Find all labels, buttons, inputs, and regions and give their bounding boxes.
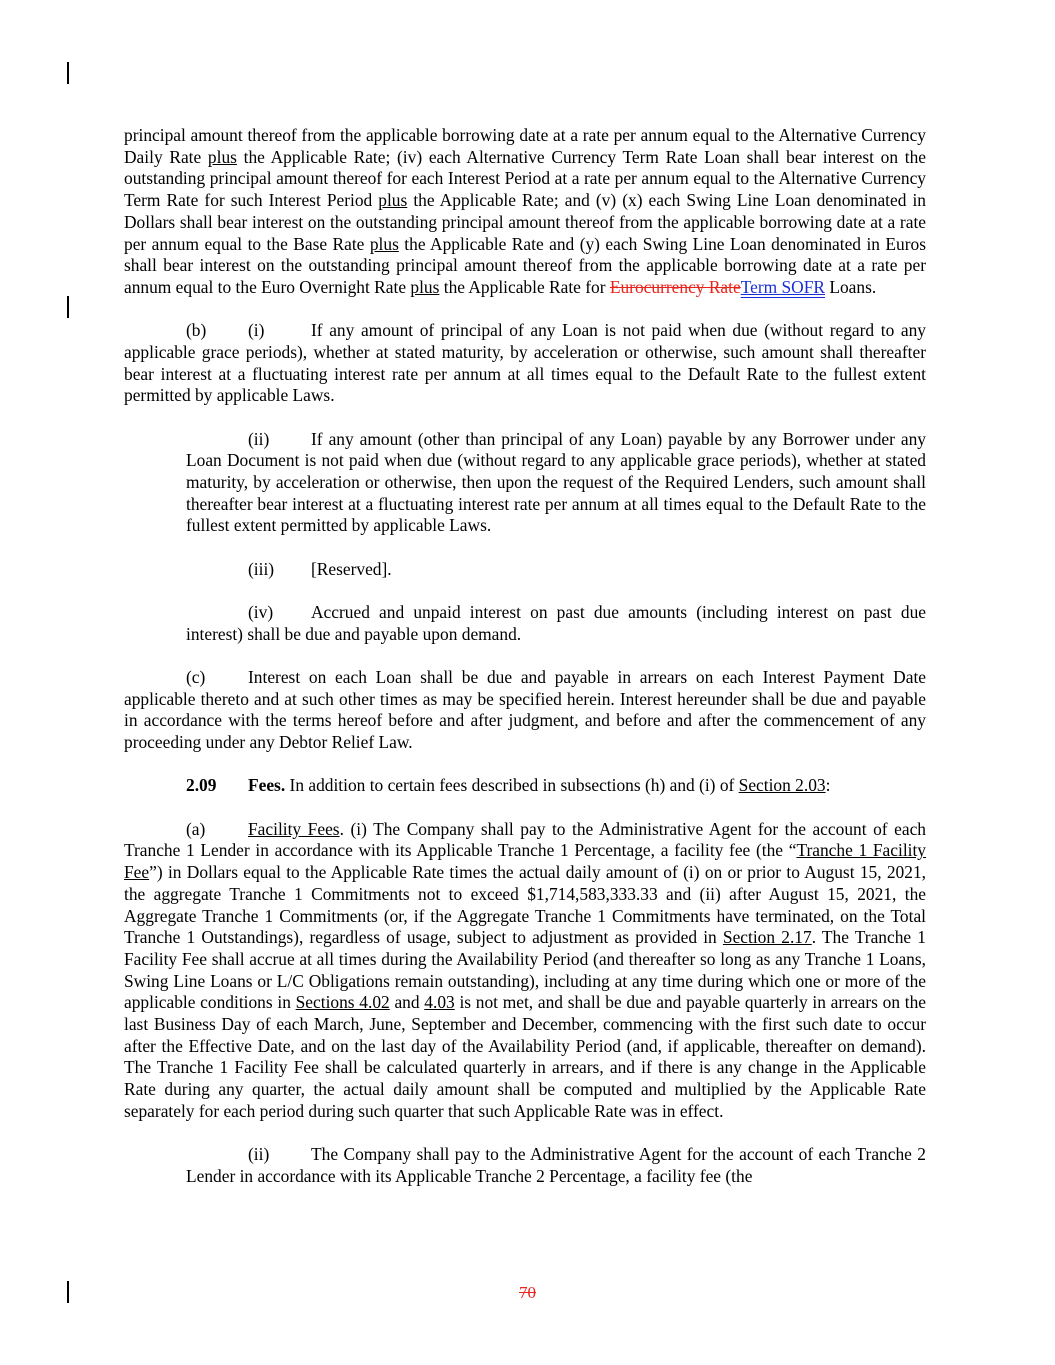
section-2-09-heading: 2.09 Fees. In addition to certain fees described in subsections (h) and (i) of Section 2.03: (186, 775, 831, 796)
deleted-text: Eurocurrency Rate (609, 276, 741, 297)
section-ref-link: Section 2.03 (738, 775, 826, 796)
paragraph-b-iii: (iii) [Reserved]. (248, 558, 392, 579)
body-text (124, 125, 926, 1209)
paragraph-fees-a: (a) Facility Fees. (i) The Company shall pay to the Administrative Agent for the account of each Tranche 1 Lender in accordance with its Applicable Tranche 1 Percentage, a facility fee (the “Tranche 1 Facility Fee”) in Dollars equal to the Applicable Rate times the actual daily amount of (i) on or prior to August 15, 2021, the aggregate Tranche 1 Commitments not to exceed $1,714,583,333.33 and (ii) after August 15, 2021, the Aggregate Tranche 1 Commitments (or, if the Aggregate Tranche 1 Commitments have terminated, on the Total Tranche 1 Outstandings), regardless of usage, subject to adjustment as provided in Section 2.17. The Tranche 1 Facility Fee shall accrue at all times during the Availability Period (and thereafter so long as any Tranche 1 Loans, Swing Line Loans or L/C Obligations remain outstanding), including at any time during which one or more of the applicable conditions in Sections 4.02 and 4.03 is not met, and shall be due and payable quarterly in arrears on the last Business Day of each March, June, September and December, commencing with the first such date to occur after the Effective Date, and on the last day of the Availability Period (and, if applicable, thereafter on demand). The Tranche 1 Facility Fee shall be calculated quarterly in arrears, and if there is any change in the Applicable Rate during any quarter, the actual daily amount shall be computed and multiplied by the Applicable Rate separately for each period during such quarter that such Applicable Rate was in effect. (124, 818, 927, 1121)
paragraph-fees-a-ii: (ii) The Company shall pay to the Administrative Agent for the account of each Tranche 2 Lender in accordance with its Applicable Tranche 2 Percentage, a facility fee (the (186, 1144, 926, 1186)
paragraph-a-continued: principal amount thereof from the applicable borrowing date at a rate per annum equal to the Alternative Currency Daily Rate plus the Applicable Rate; (iv) each Alternative Currency Term Rate Loan shall bear interest on the outstanding principal amount thereof for each Interest Period at a rate per annum equal to the Alternative Currency Term Rate for such Interest Period plus the Applicable Rate; and (v) (x) each Swing Line Loan denominated in Dollars shall bear interest on the outstanding principal amount thereof from the applicable borrowing date at a rate per annum equal to the Base Rate plus the Applicable Rate and (y) each Swing Line Loan denominated in Euros shall bear interest on the outstanding principal amount thereof from the applicable borrowing date at a rate per annum equal to the Euro Overnight Rate plus the Applicable Rate for Eurocurrency RateTerm SOFR Loans. (124, 125, 926, 297)
paragraph-b-iv: (iv) Accrued and unpaid interest on past due amounts (including interest on past due interest) shall be due and payable upon demand. (186, 602, 926, 644)
paragraph-c: (c) Interest on each Loan shall be due and payable in arrears on each Interest Payment Date applicable thereto and at such other times as may be specified herein. Interest hereunder shall be due and payable in accordance with the terms hereof before and after judgment, and before and after the commencement of any proceeding under any Debtor Relief Law. (124, 667, 926, 753)
inserted-text: Term SOFR (740, 276, 826, 297)
paragraph-b-ii: (ii) If any amount (other than principal of any Loan) payable by any Borrower under any Loan Document is not paid when due (without regard to any applicable grace periods), whether at stated maturity, by acceleration or otherwise, then upon the request of the Required Lenders, such amount shall thereafter bear interest at a fluctuating interest rate per annum at all times equal to the Default Rate to the fullest extent permitted by applicable Laws. (186, 428, 926, 536)
paragraph-b-i: (b) (i) If any amount of principal of any Loan is not paid when due (without regard to any applicable grace periods), whether at stated maturity, by acceleration or otherwise, such amount shall thereafter bear interest at a fluctuating interest rate per annum at all times equal to the Default Rate to the fullest extent permitted by applicable Laws. (124, 320, 926, 406)
page-number: 70 (519, 1283, 536, 1302)
change-bar (67, 62, 69, 84)
change-bar (67, 296, 69, 318)
